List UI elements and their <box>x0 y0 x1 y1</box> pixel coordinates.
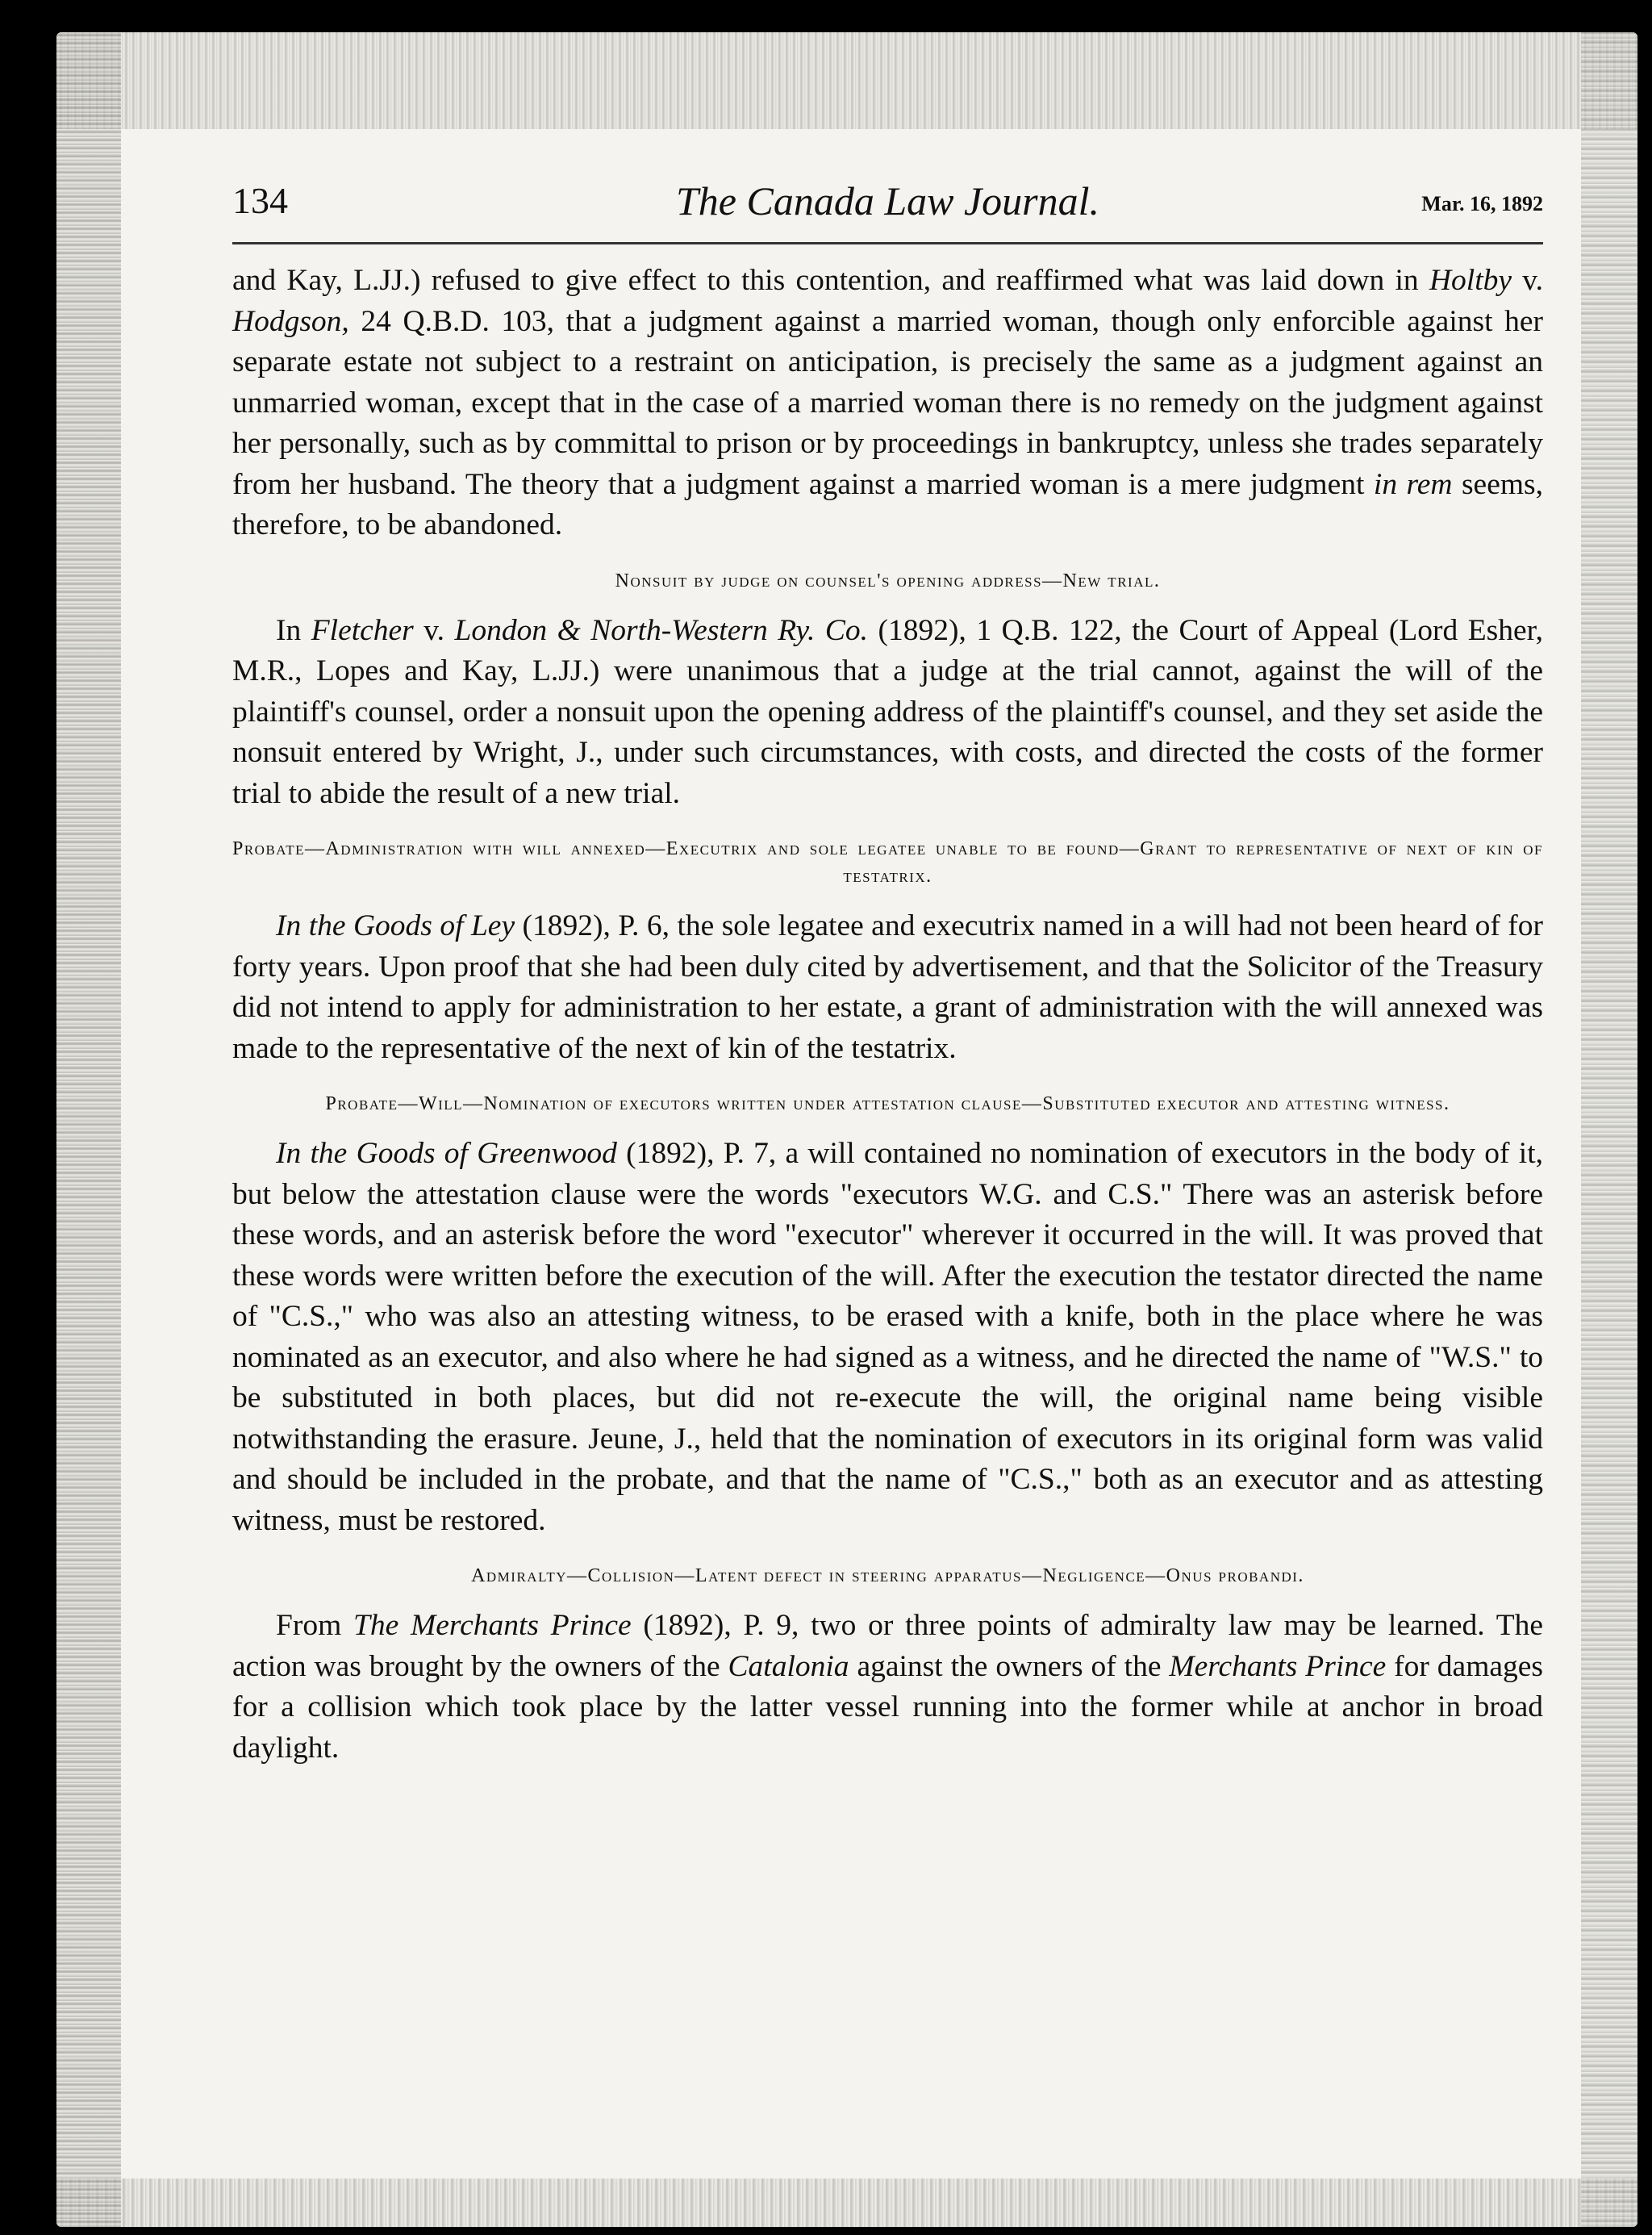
latin-term: in rem <box>1373 467 1453 501</box>
page-content <box>232 169 1543 1769</box>
section-heading-admiralty: Admiralty—Collision—Latent defect in steering apparatus—Negligence—Onus probandi. <box>471 1565 1304 1586</box>
case-name: The Merchants Prince <box>353 1609 632 1642</box>
case-name: Fletcher <box>311 613 414 647</box>
running-header <box>232 169 1543 244</box>
issue-date: Mar. 16, 1892 <box>1421 192 1543 215</box>
scan-noise-left <box>56 32 121 2227</box>
section-heading-probate-greenwood: Probate—Will—Nomination of executors written under attestation clause—Substituted executor and attesting witness. <box>325 1093 1450 1114</box>
journal-title: The Canada Law Journal. <box>675 178 1100 224</box>
scan-noise-bottom <box>56 2179 1637 2227</box>
case-name: In the Goods of Greenwood <box>276 1137 617 1170</box>
case-name: Hodgson, <box>232 304 349 338</box>
section-heading-nonsuit: Nonsuit by judge on counsel's opening address—New trial. <box>615 570 1161 591</box>
scan-noise-top <box>56 32 1637 129</box>
paragraph-greenwood: In the Goods of Greenwood (1892), P. 7, a will contained no nomination of executors in the body of it, but below the attestation clause were the words "executors W.G. and C.S." There was an asterisk before these words, and an asterisk before the word "executor" wherever it occurred in the will. It was proved that these words were written before the execution of the will. After the execution the testator directed the name of "C.S.," who was also an attesting witness, to be erased with a knife, both in the place where he was nominated as an executor, and also where he had signed as a witness, and he directed the name of "W.S." to be substituted in both places, but did not re-execute the will, the original name being visible notwithstanding the erasure. Jeune, J., held that the nomination of executors in its original form was valid and should be included in the probate, and that the name of "C.S.," both as an executor and as attesting witness, must be restored. <box>232 1137 1543 1537</box>
paragraph-fletcher: In Fletcher v. London & North-Western Ry. Co. (1892), 1 Q.B. 122, the Court of Appeal (Lord Esher, M.R., Lopes and Kay, L.JJ.) were unanimous that a judge at the trial cannot, against the will of the plaintiff's counsel, order a nonsuit upon the opening address of the plaintiff's counsel, and they set aside the nonsuit entered by Wright, J., under such circumstances, with costs, and directed the costs of the former trial to abide the result of a new trial. <box>232 613 1543 810</box>
paragraph-merchants-prince: From The Merchants Prince (1892), P. 9, two or three points of admiralty law may be learned. The action was brought by the owners of the Catalonia against the owners of the Merchants Prince for damages for a collision which took place by the latter vessel running into the former while at anchor in broad daylight. <box>232 1609 1544 1765</box>
page-number: 134 <box>232 180 288 221</box>
ship-name: Merchants Prince <box>1169 1649 1387 1683</box>
case-name: Holtby <box>1429 264 1512 297</box>
case-name: London & North-Western Ry. Co. <box>454 613 869 647</box>
ship-name: Catalonia <box>728 1649 849 1683</box>
scan-noise-right <box>1581 32 1637 2227</box>
paragraph-holtby: and Kay, L.JJ.) refused to give effect to this contention, and reaffirmed what was laid down in Holtby v. Hodgson, 24 Q.B.D. 103, that a judgment against a married woman, though only enforcible against her separate estate not subject to a restraint on anticipation, is precisely the same as a judgment against an unmarried woman, except that in the case of a married woman there is no remedy on the judgment against her personally, such as by committal to prison or by proceedings in bankruptcy, unless she trades separately from her husband. The theory that a judgment against a married woman is a mere judgment in rem seems, therefore, to be abandoned. <box>232 264 1543 541</box>
scanned-page <box>56 32 1637 2227</box>
section-heading-probate-ley: Probate—Administration with will annexed—Executrix and sole legatee unable to be found—Grant to representative of next of kin of testatrix. <box>232 838 1543 887</box>
paragraph-ley: In the Goods of Ley (1892), P. 6, the sole legatee and executrix named in a will had not been heard of for forty years. Upon proof that she had been duly cited by advertisement, and that the Solicitor of the Treasury did not intend to apply for administration to her estate, a grant of administration with the will annexed was made to the representative of the next of kin of the testatrix. <box>232 909 1543 1065</box>
case-name: In the Goods of Ley <box>276 909 515 942</box>
